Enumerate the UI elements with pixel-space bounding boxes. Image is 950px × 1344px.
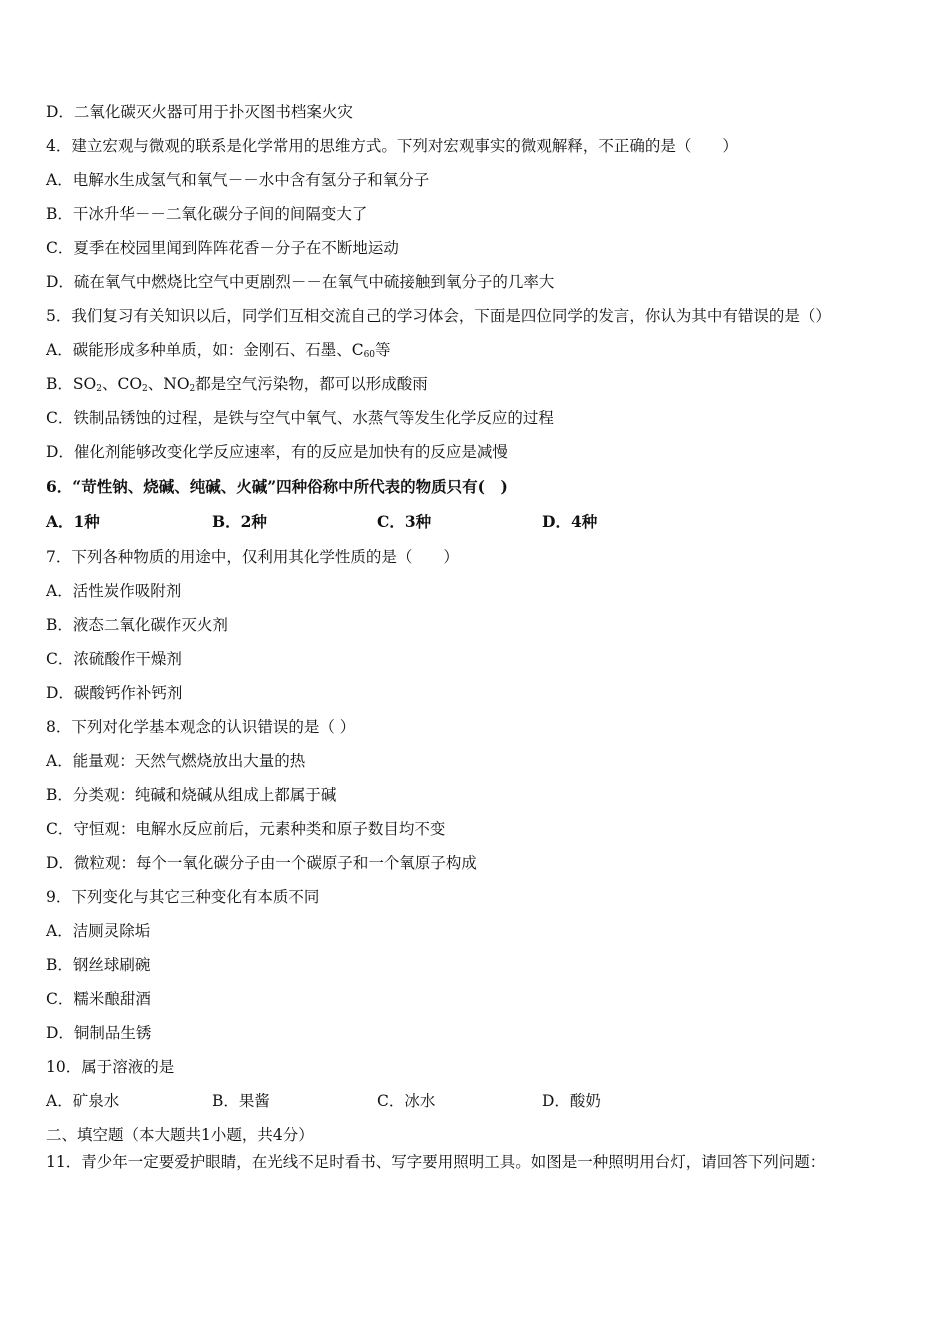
q9-option-d: D．铜制品生锈 bbox=[46, 1024, 152, 1042]
question-10: 10．属于溶液的是 bbox=[46, 1058, 175, 1076]
q5b-sub1: 2 bbox=[96, 384, 102, 394]
q4-option-b: B．干冰升华－－二氧化碳分子间的间隔变大了 bbox=[46, 205, 368, 223]
q4-option-a: A．电解水生成氢气和氧气－－水中含有氢分子和氧分子 bbox=[46, 171, 430, 189]
q5-option-c: C．铁制品锈蚀的过程，是铁与空气中氧气、水蒸气等发生化学反应的过程 bbox=[46, 409, 554, 427]
q7-option-c: C．浓硫酸作干燥剂 bbox=[46, 650, 182, 668]
q10-option-a: A．矿泉水 bbox=[46, 1092, 120, 1110]
q5b-part1: B．SO bbox=[46, 375, 97, 393]
q9-option-c: C．糯米酿甜酒 bbox=[46, 990, 151, 1008]
question-4: 4．建立宏观与微观的联系是化学常用的思维方式。下列对宏观事实的微观解释，不正确的是（ ） bbox=[46, 137, 738, 155]
q4-option-c: C．夏季在校园里闻到阵阵花香－分子在不断地运动 bbox=[46, 239, 399, 257]
q5-option-a bbox=[46, 339, 391, 361]
q6-option-c: C．3种 bbox=[377, 512, 432, 531]
q5-option-b bbox=[46, 373, 428, 395]
q10-option-d: D．酸奶 bbox=[542, 1092, 601, 1110]
q5a-subscript: 60 bbox=[363, 350, 376, 360]
q8-option-b: B．分类观：纯碱和烧碱从组成上都属于碱 bbox=[46, 786, 337, 804]
q7-option-d: D．碳酸钙作补钙剂 bbox=[46, 684, 183, 702]
q9-option-b: B．钢丝球刷碗 bbox=[46, 956, 151, 974]
q5b-part4: 都是空气污染物，都可以形成酸雨 bbox=[195, 375, 428, 393]
q10-option-c: C．冰水 bbox=[377, 1092, 436, 1110]
q8-option-d: D．微粒观：每个一氧化碳分子由一个碳原子和一个氧原子构成 bbox=[46, 854, 477, 872]
question-8: 8．下列对化学基本观念的认识错误的是（ ） bbox=[46, 718, 356, 736]
q6-option-b: B．2种 bbox=[212, 512, 267, 531]
q6-option-d: D．4种 bbox=[542, 512, 598, 531]
q9-option-a: A．洁厕灵除垢 bbox=[46, 922, 151, 940]
q5b-part2: 、CO bbox=[101, 375, 143, 393]
q8-option-a: A．能量观：天然气燃烧放出大量的热 bbox=[46, 752, 306, 770]
q5-option-d: D．催化剂能够改变化学反应速率，有的反应是加快有的反应是减慢 bbox=[46, 443, 508, 461]
q5b-sub2: 2 bbox=[142, 384, 148, 394]
q5b-part3: 、NO bbox=[147, 375, 190, 393]
q10-option-b: B．果酱 bbox=[212, 1092, 270, 1110]
section-2-heading: 二、填空题（本大题共1小题，共4分） bbox=[46, 1126, 314, 1144]
q7-option-a: A．活性炭作吸附剂 bbox=[46, 582, 182, 600]
question-7: 7．下列各种物质的用途中，仅利用其化学性质的是（ ） bbox=[46, 548, 459, 566]
question-9: 9．下列变化与其它三种变化有本质不同 bbox=[46, 888, 320, 906]
q4-option-d: D．硫在氧气中燃烧比空气中更剧烈－－在氧气中硫接触到氧分子的几率大 bbox=[46, 273, 555, 291]
question-6: 6．“苛性钠、烧碱、纯碱、火碱”四种俗称中所代表的物质只有( ) bbox=[46, 477, 508, 496]
q5a-text: A．碳能形成多种单质，如：金刚石、石墨、C bbox=[46, 341, 364, 359]
q5a-tail: 等 bbox=[375, 341, 391, 359]
question-5: 5．我们复习有关知识以后，同学们互相交流自己的学习体会，下面是四位同学的发言，你认为其中有错误的是（） bbox=[46, 307, 831, 325]
q8-option-c: C．守恒观：电解水反应前后，元素种类和原子数目均不变 bbox=[46, 820, 446, 838]
q5b-sub3: 2 bbox=[189, 384, 196, 394]
q3-option-d: D．二氧化碳灭火器可用于扑灭图书档案火灾 bbox=[46, 103, 353, 121]
q7-option-b: B．液态二氧化碳作灭火剂 bbox=[46, 616, 228, 634]
question-11: 11．青少年一定要爱护眼睛，在光线不足时看书、写字要用照明工具。如图是一种照明用台灯，请回答下列问题： bbox=[46, 1153, 826, 1171]
q6-option-a: A．1种 bbox=[46, 512, 100, 531]
